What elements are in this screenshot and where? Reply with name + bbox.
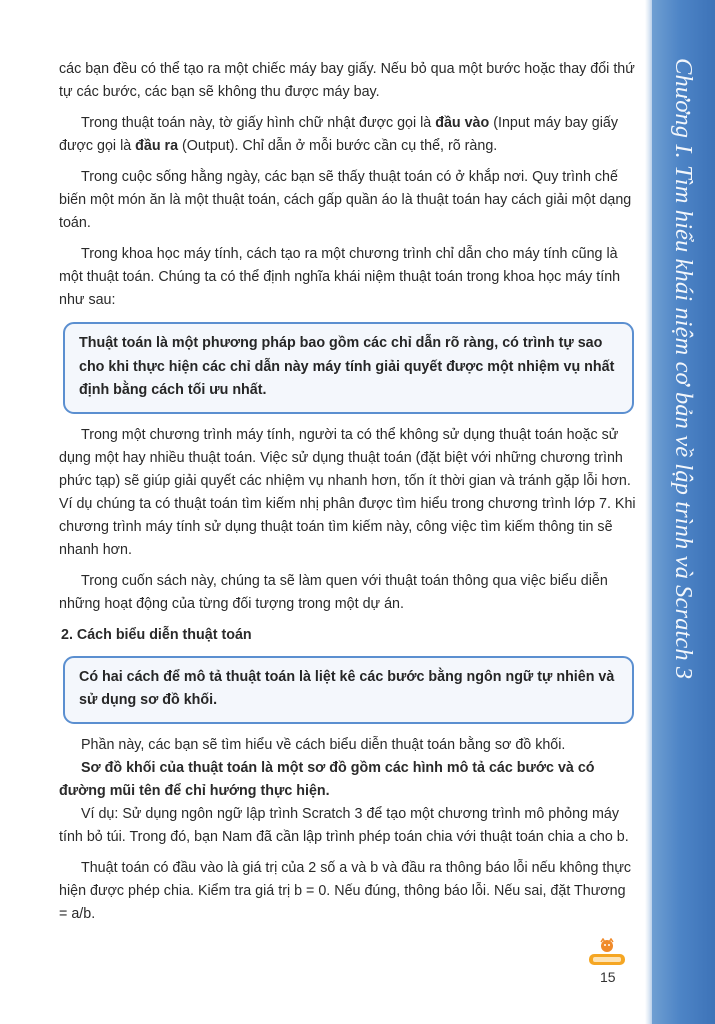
- paragraph: Trong cuốn sách này, chúng ta sẽ làm quen với thuật toán thông qua việc biểu diễn những hoạt động của từng đối tượng trong một dự án.: [59, 572, 608, 612]
- page-number: 15: [600, 969, 616, 985]
- publisher-logo-icon: [584, 938, 630, 968]
- definition-box: [63, 322, 634, 414]
- methods-text: Có hai cách để mô tả thuật toán là liệt kê các bước bằng ngôn ngữ tự nhiên và sử dụng sơ đồ khối.: [79, 668, 615, 708]
- side-band-edge: [645, 0, 652, 1024]
- paragraph: các bạn đều có thể tạo ra một chiếc máy bay giấy. Nếu bỏ qua một bước hoặc thay đổi thứ tự các bước, các bạn sẽ không thu được máy bay.: [59, 61, 635, 100]
- paragraph: Trong cuộc sống hằng ngày, các bạn sẽ thấy thuật toán có ở khắp nơi. Quy trình chế biến một món ăn là một thuật toán, cách gấp quần áo là thuật toán hay cách giải một dạng toán.: [59, 169, 632, 231]
- paragraph: Trong khoa học máy tính, cách tạo ra một chương trình chỉ dẫn cho máy tính cũng là một thuật toán. Chúng ta có thể định nghĩa khái niệm thuật toán trong khoa học máy tính như sau:: [59, 246, 621, 308]
- paragraph: Ví dụ: Sử dụng ngôn ngữ lập trình Scratch 3 để tạo một chương trình mô phỏng máy tính bỏ túi. Trong đó, bạn Nam đã cần lập trình phép toán chia với thuật toán chia a cho b.: [59, 805, 629, 845]
- paragraph: Sơ đồ khối của thuật toán là một sơ đồ gồm các hình mô tả các bước và có đường mũi tên để chỉ hướng thực hiện.: [59, 759, 595, 799]
- paragraph: Thuật toán có đầu vào là giá trị của 2 số a và b và đầu ra thông báo lỗi nếu không thực hiện được phép chia. Kiểm tra giá trị b = 0. Nếu đúng, thông báo lỗi. Nếu sai, đặt Thương = a/b.: [59, 859, 632, 922]
- methods-box: [63, 656, 634, 724]
- page-content: [59, 58, 637, 926]
- paragraph: Phần này, các bạn sẽ tìm hiểu về cách biểu diễn thuật toán bằng sơ đồ khối.: [81, 736, 566, 753]
- section-heading: 2. Cách biểu diễn thuật toán: [61, 626, 252, 643]
- paragraph: Trong thuật toán này, tờ giấy hình chữ nhật được gọi là đầu vào (Input máy bay giấy được gọi là đầu ra (Output). Chỉ dẫn ở mỗi bước cần cụ thể, rõ ràng.: [59, 115, 618, 154]
- definition-text: Thuật toán là một phương pháp bao gồm các chỉ dẫn rõ ràng, có trình tự sao cho khi thực hiện các chỉ dẫn này máy tính giải quyết được một nhiệm vụ nhất định bằng cách tối ưu nhất.: [79, 335, 615, 398]
- chapter-title: Chương I. Tìm hiểu khái niệm cơ bản về lập trình và Scratch 3: [670, 58, 697, 680]
- paragraph: Trong một chương trình máy tính, người ta có thể không sử dụng thuật toán hoặc sử dụng một hay nhiều thuật toán. Việc sử dụng thuật toán (đặt biệt với những chương trình phức tạp) sẽ giúp giải quyết các nhiệm vụ nhanh hơn, tốn ít thời gian và tránh gặp lỗi hơn. Ví dụ chúng ta có thuật toán tìm kiếm nhị phân được tìm hiểu trong chương trình lớp 7. Khi chương trình máy tính sử dụng thuật toán tìm kiếm này, công việc tìm kiếm thông tin sẽ nhanh hơn.: [59, 426, 636, 558]
- chapter-side-band: [652, 0, 715, 1024]
